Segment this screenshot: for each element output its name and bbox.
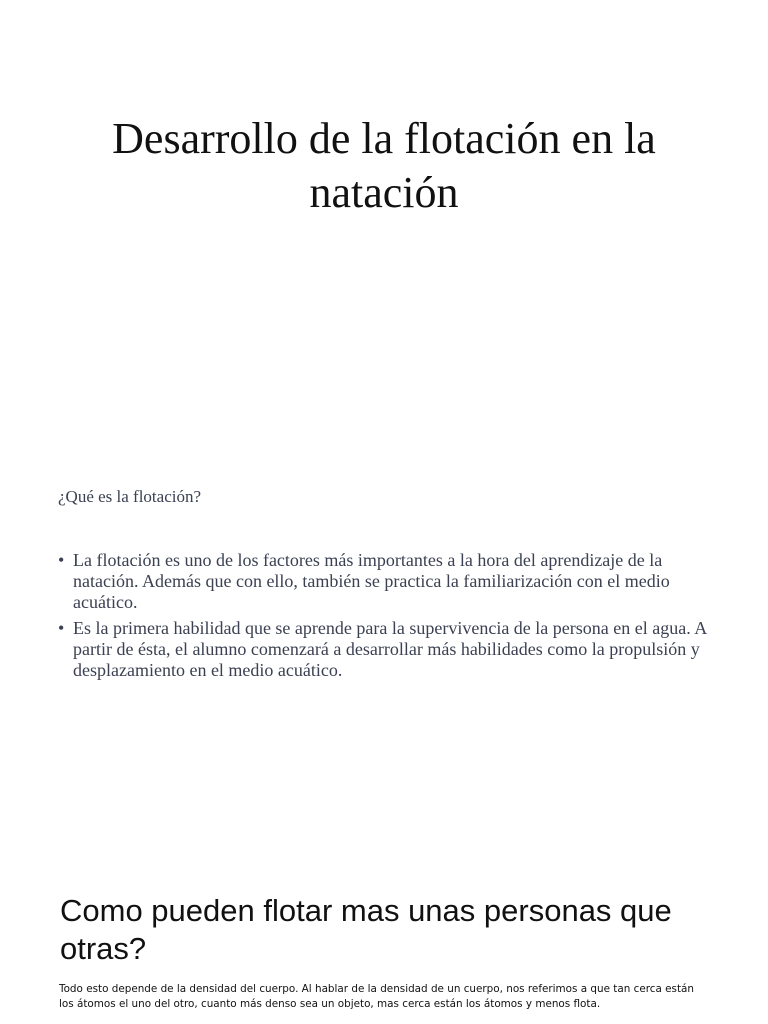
question-title: Como pueden flotar mas unas personas que otras?	[60, 893, 672, 966]
section-heading: ¿Qué es la flotación?	[58, 487, 202, 506]
bullet-dot-icon: •	[58, 550, 65, 570]
question-body-text: Todo esto depende de la densidad del cuerpo. Al hablar de la densidad de un cuerpo, nos referimos a que tan cerca están los átomos el uno del otro, cuanto más denso sea un objeto, mas cerca están los átomos y menos flota.	[59, 983, 694, 1010]
bullet-text: Es la primera habilidad que se aprende para la supervivencia de la persona en el agua. A partir de ésta, el alumno comenzará a desarrollar más habilidades como la propulsión y desplazamiento en el medio acuático.	[73, 618, 707, 680]
bullet-item	[58, 550, 718, 613]
bullet-text: La flotación es uno de los factores más importantes a la hora del aprendizaje de la natación. Además que con ello, también se practica la familiarización con el medio acuático.	[73, 550, 670, 612]
bullet-item	[58, 618, 718, 681]
title-slide	[0, 0, 768, 330]
bullet-dot-icon: •	[58, 618, 65, 638]
bullet-list	[58, 550, 718, 686]
presentation-title: Desarrollo de la flotación en la natación	[112, 114, 656, 217]
question-slide	[0, 880, 768, 1024]
content-slide	[0, 470, 768, 770]
